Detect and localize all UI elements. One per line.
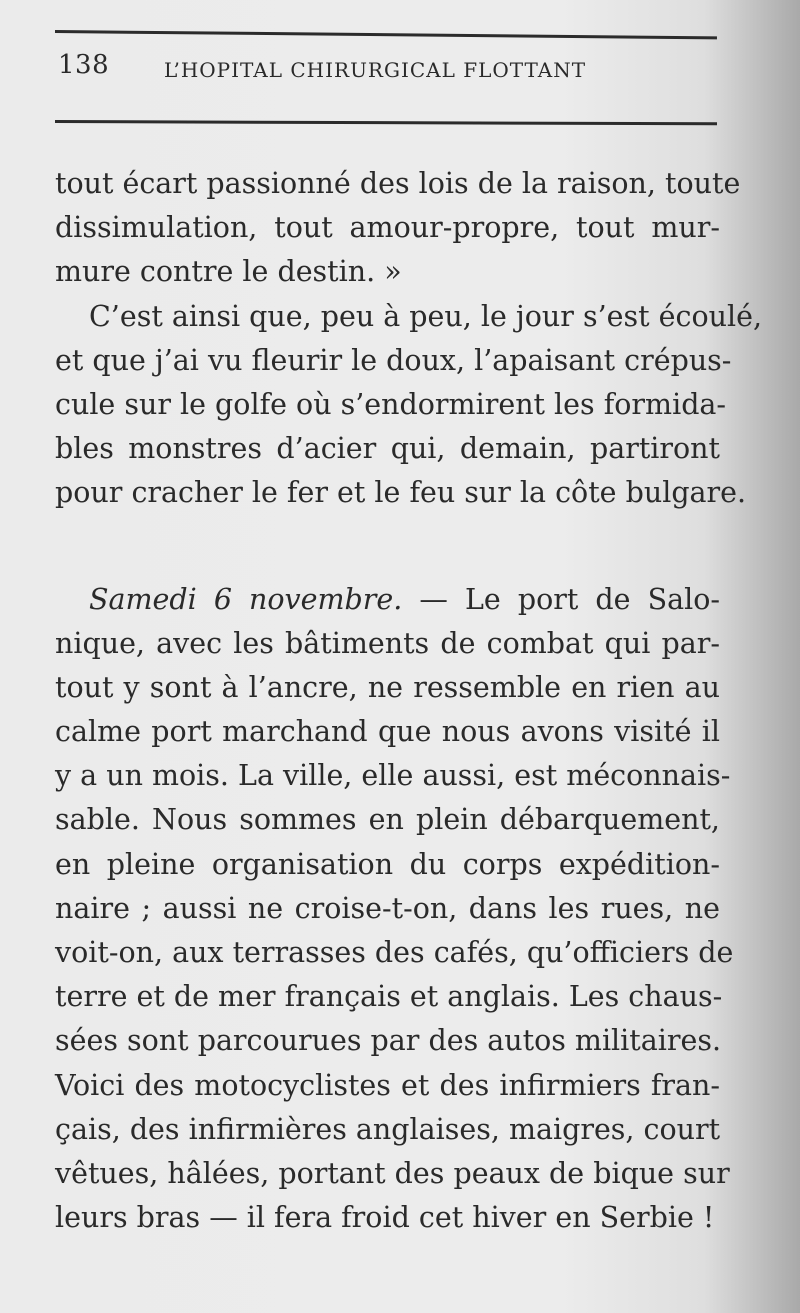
- text-line: pour cracher le fer et le feu sur la côte bulgare.: [55, 476, 747, 510]
- text-line: mure contre le destin. »: [55, 255, 402, 289]
- section-gap: [55, 516, 720, 578]
- text-line: tout écart passionné des lois de la raison, toute: [55, 167, 741, 200]
- text-line: calme port marchand que nous avons visité il: [55, 715, 720, 749]
- text-line: leurs bras — il fera froid cet hiver en Serbie !: [55, 1201, 715, 1235]
- text-line: sable. Nous sommes en plein débarquement,: [55, 803, 720, 837]
- diary-entry-first-line: [55, 578, 720, 622]
- header-top-rule: [55, 30, 717, 39]
- text-line: cule sur le golfe où s’endormirent les formida-: [55, 387, 727, 421]
- text-line: C’est ainsi que, peu à peu, le jour s’est écoulé,: [89, 299, 763, 333]
- text-line: bles monstres d’acier qui, demain, partiront: [55, 432, 720, 466]
- text-line: çais, des infirmières anglaises, maigres, court: [55, 1112, 721, 1146]
- text-line: Voici des motocyclistes et des infirmiers fran-: [55, 1068, 720, 1102]
- text-line: y a un mois. La ville, elle aussi, est méconnais-: [55, 759, 731, 793]
- text-line: vêtues, hâlées, portant des peaux de bique sur: [55, 1156, 730, 1190]
- text-line: et que j’ai vu fleurir le doux, l’apaisant crépus-: [55, 343, 732, 377]
- text-line: terre et de mer français et anglais. Les chaus-: [55, 980, 723, 1014]
- text-line: en pleine organisation du corps expédition-: [55, 847, 720, 881]
- text-line: naire ; aussi ne croise-t-on, dans les rues, ne: [55, 891, 720, 925]
- body-text: [55, 162, 763, 1240]
- text-fragment: — Le port de Salo-: [402, 582, 720, 616]
- header-bottom-rule: [55, 120, 717, 125]
- text-line: sées sont parcourues par des autos militaires.: [55, 1024, 722, 1058]
- text-line: tout y sont à l’ancre, ne ressemble en rien au: [55, 670, 720, 704]
- running-header: [58, 50, 718, 90]
- paragraph-2: [55, 295, 763, 516]
- text-line: nique, avec les bâtiments de combat qui par-: [55, 626, 720, 660]
- text-line: voit-on, aux terrasses des cafés, qu’officiers de: [55, 936, 734, 969]
- text-line: dissimulation, tout amour-propre, tout mur-: [55, 211, 720, 245]
- diary-date: Samedi 6 novembre.: [89, 582, 403, 616]
- paragraph-1: [55, 162, 741, 295]
- paragraph-3: [55, 578, 734, 1241]
- running-title: L’HOPITAL CHIRURGICAL FLOTTANT: [164, 58, 587, 82]
- page-number: 138: [58, 50, 110, 80]
